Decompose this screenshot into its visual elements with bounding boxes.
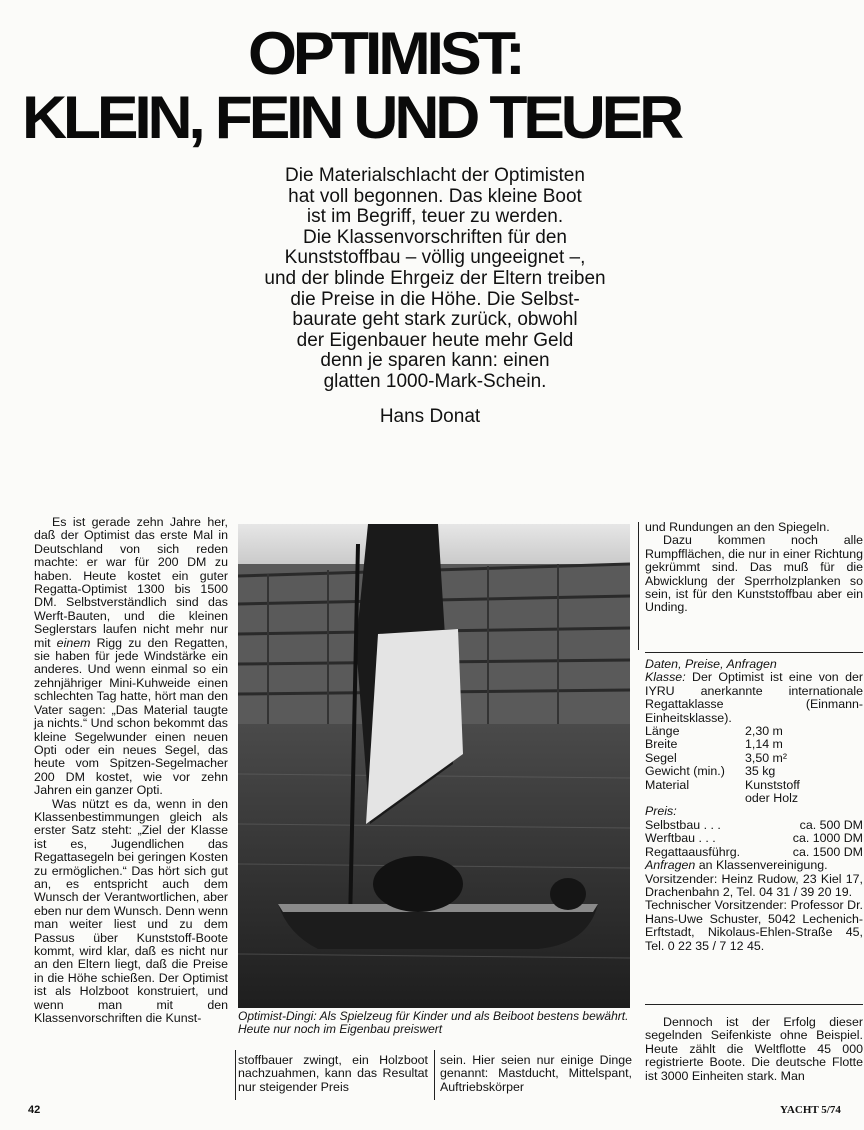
text-run: Rigg zu den Regatten, sie haben für jede Windstärke ein anderes. Und wenn einmal so ein zehnjähriger Mini-Kuhweide einen schlechten Tag hatte, hört man den Vater sagen: „Das Material taugte ja nichts.“ Und schon bekommt das kleine Segelwunder einen neuen Opti oder ein neues Segel, das heute vom Spitzen-Segelmacher 200 DM kostet, wie vor zehn Jahren ein ganzer Opti.: [34, 635, 228, 798]
price-label: Selbstbau: [645, 817, 701, 832]
spec-label: Länge: [645, 724, 680, 739]
box-rule-top: [645, 652, 863, 653]
photo-caption: Optimist-Dingi: Als Spielzeug für Kinder und als Beiboot bestens bewährt. Heute nur noch im Eigenbau preiswert: [238, 1009, 629, 1037]
article-column-3: sein. Hier seien nur einige Dinge genannt: Mastducht, Mittelspant, Auftriebskörper: [440, 1053, 632, 1094]
article-column-4-continued: Dennoch ist der Erfolg dieser segelnden Seifenkiste ohne Beispiel. Heute zählt die Weltflotte 45 000 registrierte Boote. Die deutsche Flotte ist 3000 Einheiten stark. Man: [645, 1015, 863, 1083]
lede-line: Die Klassenvorschriften für den: [302, 226, 567, 248]
info-anfragen-label: Anfragen: [645, 858, 696, 873]
spec-value: 3,50 m²: [745, 750, 788, 765]
box-rule-bottom: [645, 1004, 863, 1005]
text-run: Es ist gerade zehn Jahre her, daß der Optimist das erste Mal in Deutschland von sich reden machte: er war für 200 DM zu haben. Heute kostet ein guter Regatta-Optimist 1300 bis 1500 DM. Selbstverständlich sind das Werft-Bauten, und die kleinen Seglerstars laufen nicht mehr nur mit: [34, 515, 228, 650]
page-number: 42: [28, 1104, 41, 1116]
price-label: Werftbau: [645, 831, 696, 846]
article-column-2: stoffbauer zwingt, ein Holzboot nachzuahmen, kann das Resultat nur steigender Preis: [238, 1053, 428, 1094]
lede-line: hat voll begonnen. Das kleine Boot: [288, 185, 582, 207]
lede: [230, 166, 640, 393]
article-column-4: [645, 521, 863, 615]
lede-line: Kunststoffbau – völlig ungeeignet –,: [284, 247, 586, 269]
lede-line: der Eigenbauer heute mehr Geld: [296, 329, 574, 351]
info-box: [645, 658, 863, 953]
paragraph: Dazu kommen noch alle Rumpfflächen, die nur in einer Richtung gekrümmt sind. Das muß für die Abwicklung der Sperrholzplanken so sein, ist für den Kunststoffbau aber ein Unding.: [645, 533, 863, 615]
lede-line: die Preise in die Höhe. Die Selbst-: [290, 288, 580, 310]
info-preise-label: Preis:: [645, 804, 677, 819]
price-value: ca. 1000 DM: [792, 831, 863, 846]
column-rule: [638, 522, 639, 650]
price-dots: . . .: [698, 831, 716, 846]
price-row: [645, 846, 863, 859]
spec-row: [645, 752, 863, 765]
lede-line: Die Materialschlacht der Optimisten: [285, 165, 585, 186]
spec-label: Segel: [645, 750, 677, 765]
column-rule: [434, 1050, 435, 1100]
spec-label: Material: [645, 777, 690, 792]
info-klasse-label: Klasse:: [645, 670, 686, 685]
sailboat-photo: [238, 524, 630, 1008]
price-row: [645, 819, 863, 832]
paragraph: Was nützt es da, wenn in den Klassenbestimmungen gleich als erster Satz steht: „Ziel der Klasse ist es, Jugendlichen das Regattasegeln bei geringen Kosten zu ermöglichen.“ Das hört sich gut an, es entspricht auch dem Wunsch der Verantwortlichen, aber eben nur dem Wunsch. Denn wenn man weiter liest und zu dem Passus über Kunststoff-Boote kommt, wird klar, daß es nicht nur an den Eltern liegt, daß die Preise in die Höhe schießen. Der Optimist ist als Holzboot konstruiert, und wenn man mit den Klassenvorschriften die Kunst-: [34, 796, 229, 1026]
spec-label: Gewicht (min.): [645, 764, 725, 779]
lede-line: baurate geht stark zurück, obwohl: [292, 309, 578, 331]
spec-value: 35 kg: [745, 764, 776, 779]
paragraph: [34, 516, 228, 798]
paragraph: und Rundungen an den Spiegeln.: [645, 520, 830, 534]
emphasis: einem: [56, 635, 91, 650]
spec-row: [645, 725, 863, 738]
info-klasse-text: Der Optimist ist eine von der IYRU anerkannte internationale Regattaklasse (Einmann-Einheitsklasse).: [645, 670, 863, 725]
lede-line: glatten 1000-Mark-Schein.: [323, 370, 547, 392]
spec-value: 2,30 m: [745, 724, 783, 739]
spec-label: Breite: [645, 737, 678, 752]
column-rule: [235, 1050, 236, 1100]
headline-line2: KLEIN, FEIN UND TEUER: [22, 84, 681, 151]
author-byline: Hans Donat: [379, 406, 481, 427]
info-heading: Daten, Preise, Anfragen: [645, 657, 777, 671]
spec-row: [645, 765, 863, 778]
headline-line1: OPTIMIST:: [248, 20, 522, 87]
price-value: ca. 500 DM: [799, 817, 863, 832]
info-klasse: [645, 671, 863, 725]
info-vorsitzender: Vorsitzender: Heinz Rudow, 23 Kiel 17, Drachenbahn 2, Tel. 04 31 / 39 20 19.: [645, 871, 863, 899]
spec-value: Kunststoff oder Holz: [745, 777, 800, 806]
price-value: ca. 1500 DM: [792, 844, 863, 859]
spec-row: [645, 779, 863, 806]
info-technischer-vorsitzender: Technischer Vorsitzender: Professor Dr. Hans-Uwe Schuster, 5042 Lechenich-Erftstadt, Nikolaus-Ehlen-Straße 45, Tel. 0 22 35 / 7 12 45.: [645, 898, 863, 953]
spec-value: 1,14 m: [745, 737, 783, 752]
price-row: [645, 832, 863, 845]
info-anfragen-text: an Klassenvereinigung.: [695, 858, 828, 873]
lede-line: ist im Begriff, teuer zu werden.: [306, 206, 564, 228]
spec-row: [645, 738, 863, 751]
info-anfragen: [645, 859, 863, 872]
lede-line: und der blinde Ehrgeiz der Eltern treiben: [264, 267, 606, 289]
magazine-issue: YACHT 5/74: [780, 1104, 841, 1116]
price-dots: . . .: [703, 817, 721, 832]
price-label: Regattaausführg.: [645, 844, 741, 859]
lede-line: denn je sparen kann: einen: [320, 350, 550, 372]
article-column-1: [34, 516, 228, 1025]
